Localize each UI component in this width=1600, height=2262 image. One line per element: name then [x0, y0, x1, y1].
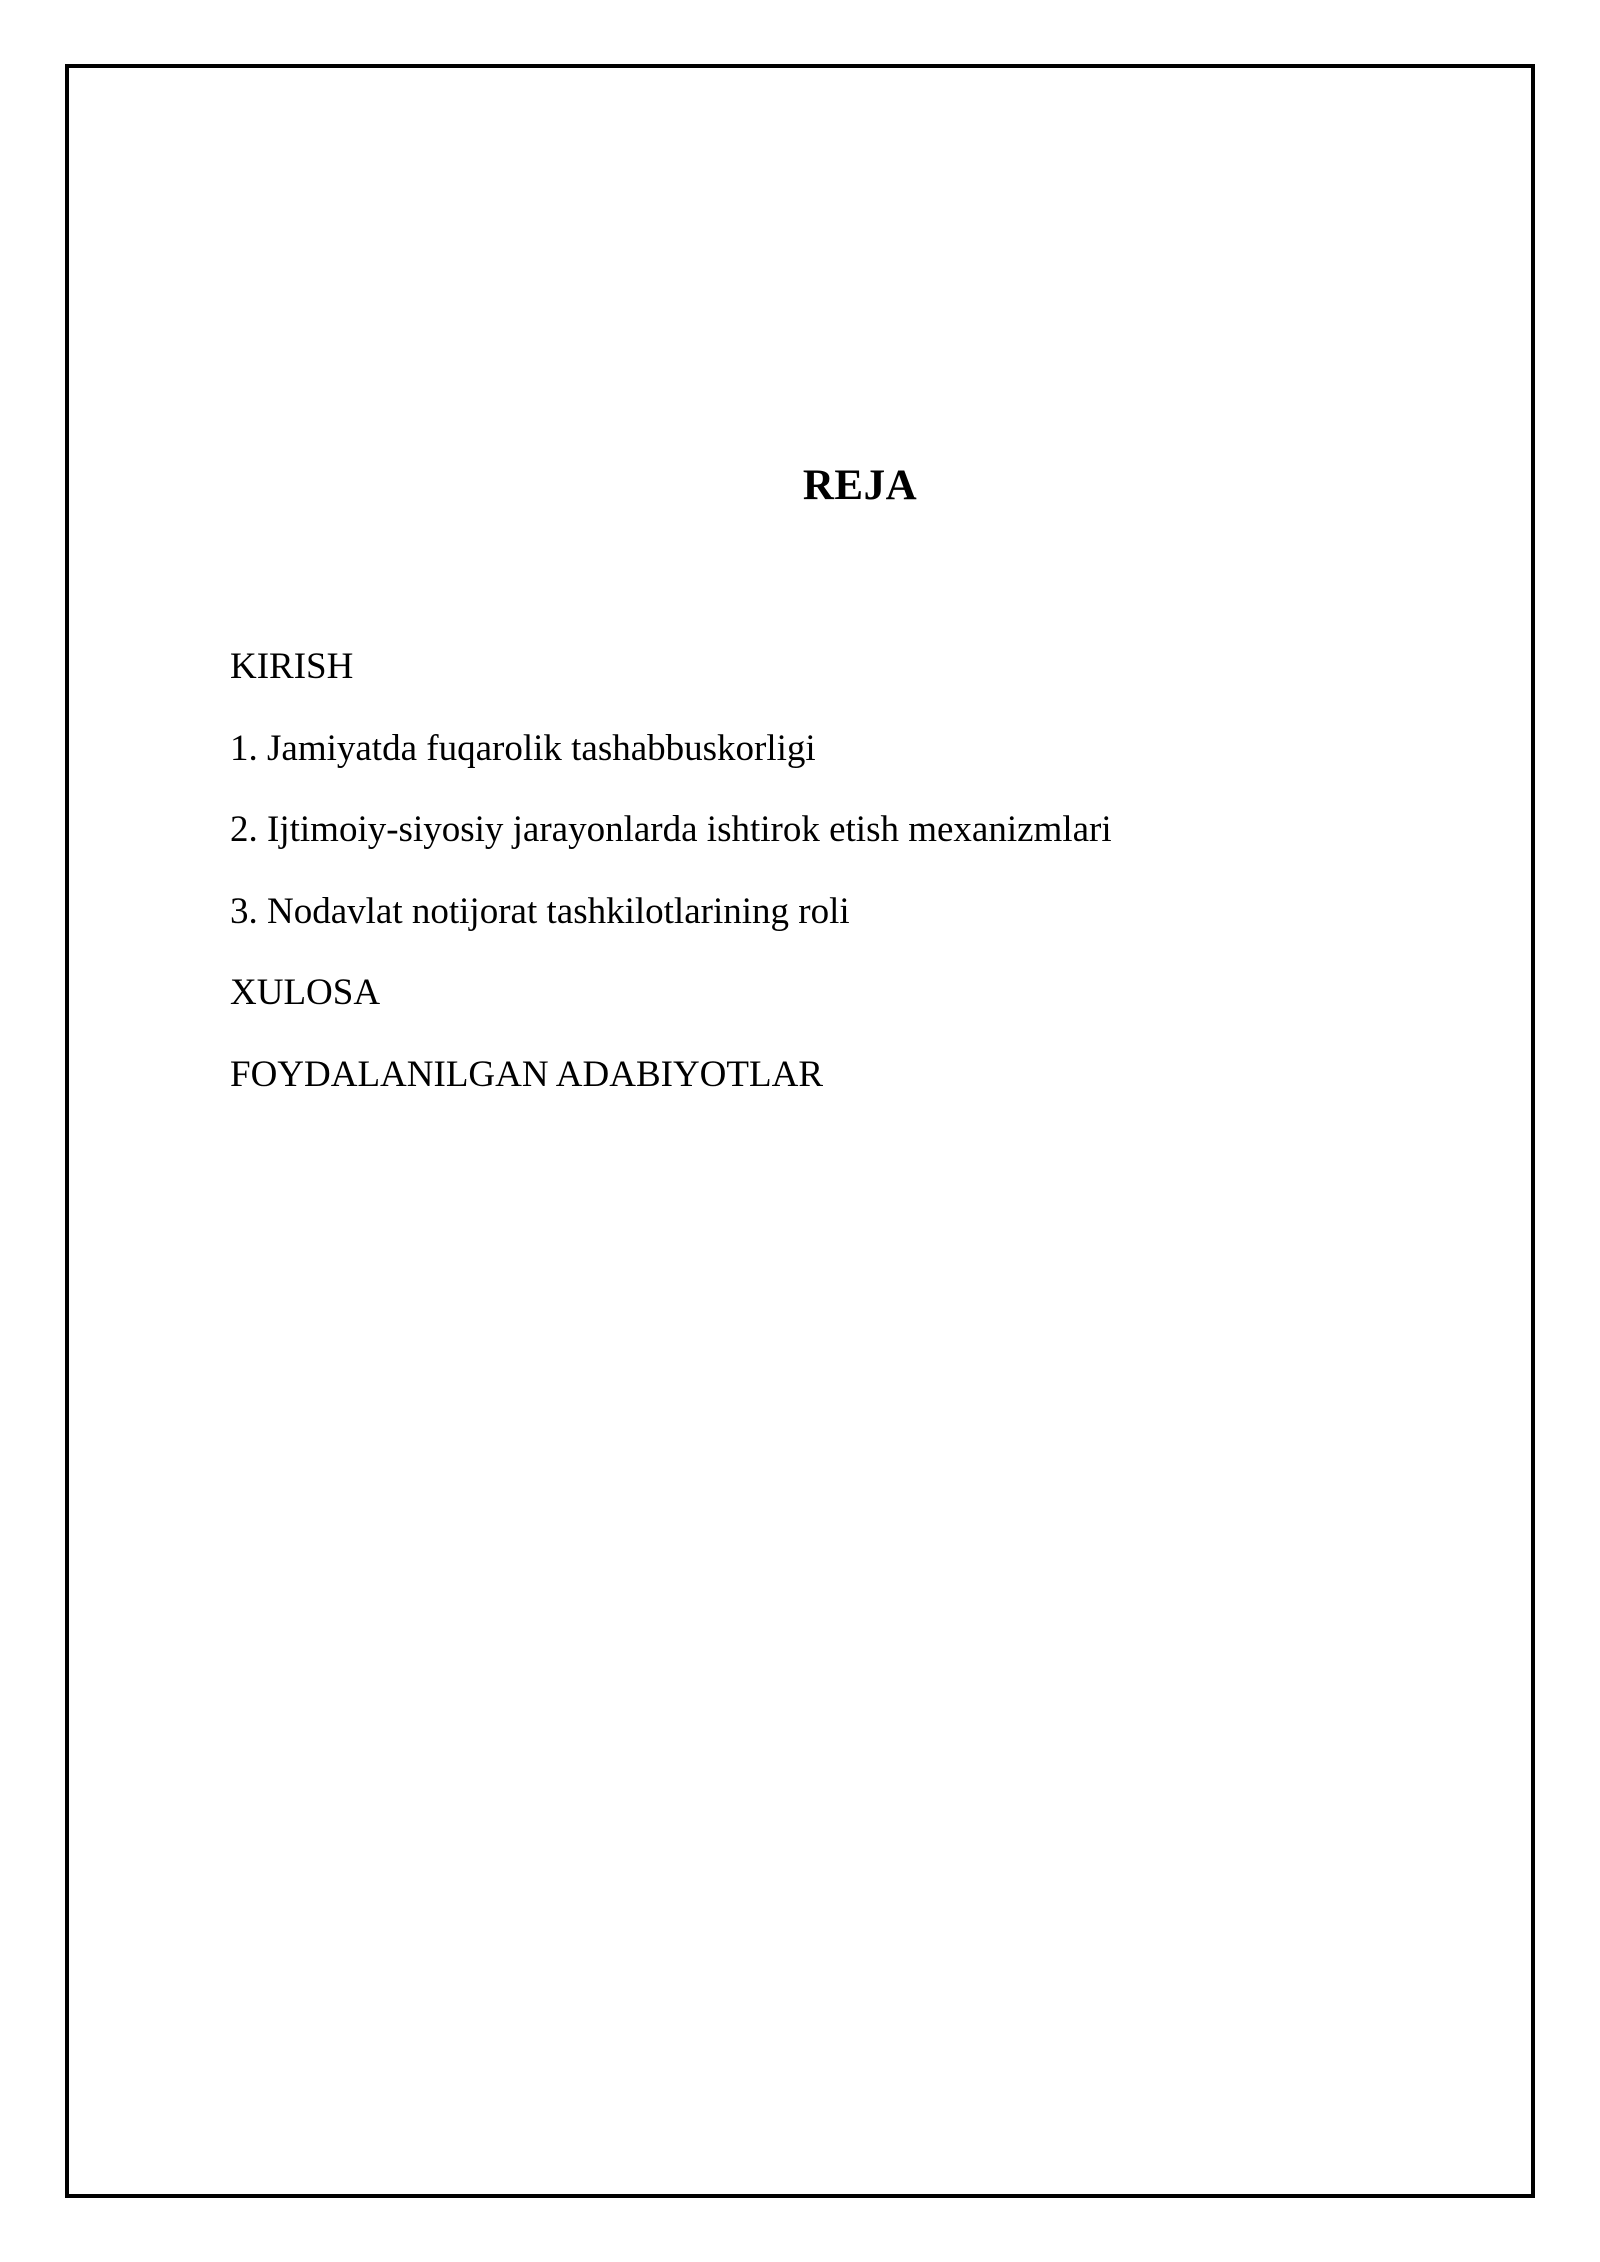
page-border [65, 64, 1535, 2198]
plan-item-3: 3. Nodavlat notijorat tashkilotlarining roli [230, 890, 850, 932]
plan-item-1: 1. Jamiyatda fuqarolik tashabbuskorligi [230, 727, 816, 769]
plan-item-conclusion: XULOSA [230, 972, 381, 1013]
page-title: REJA [802, 462, 918, 509]
plan-item-2: 2. Ijtimoiy-siyosiy jarayonlarda ishtirok etish mexanizmlari [230, 809, 1112, 850]
plan-item-introduction: KIRISH [230, 646, 354, 687]
plan-item-references: FOYDALANILGAN ADABIYOTLAR [230, 1053, 823, 1095]
plan-list [230, 642, 1112, 1131]
